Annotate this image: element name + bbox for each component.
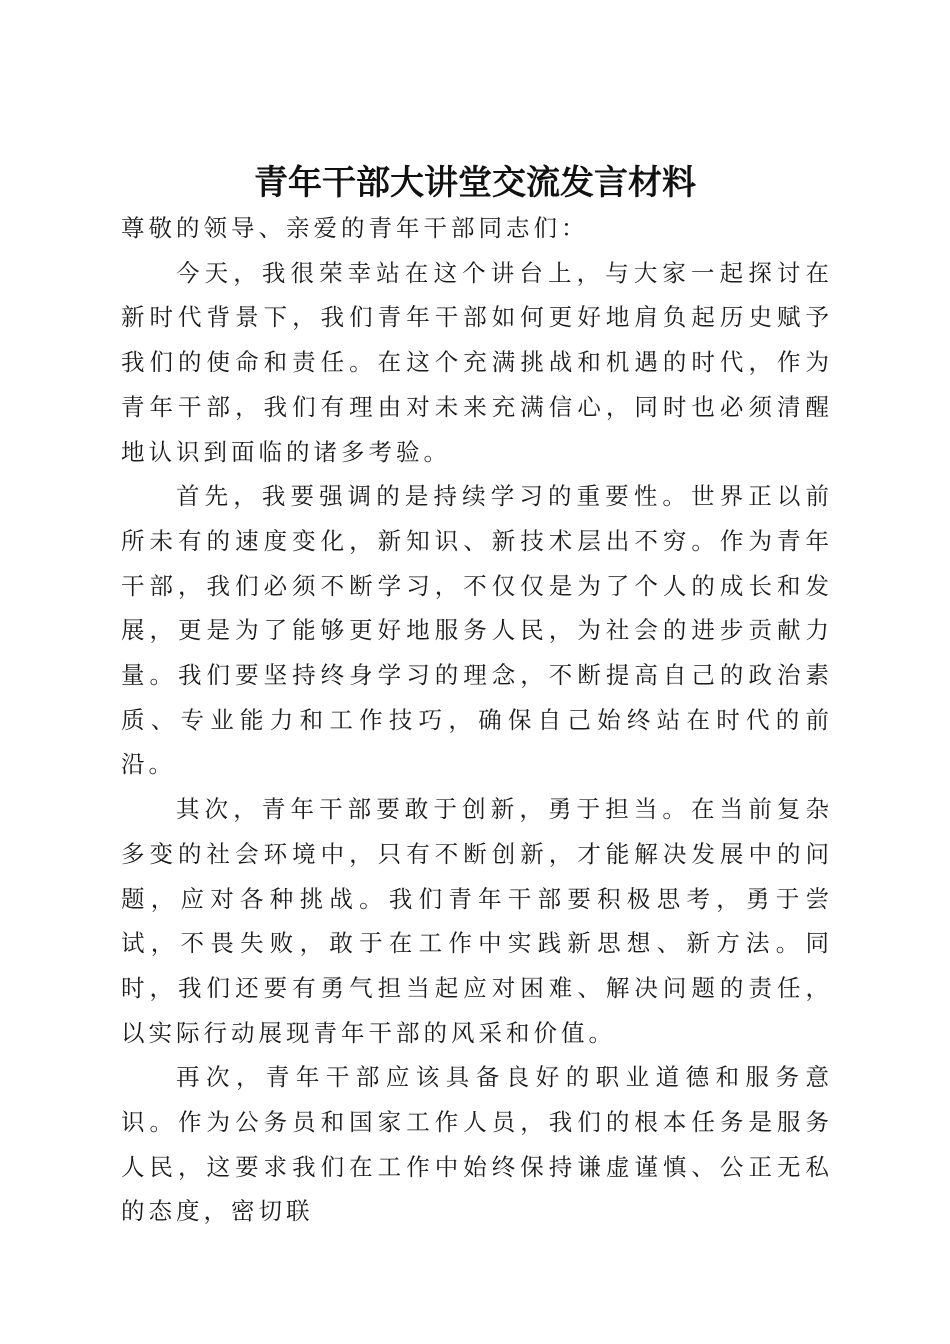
paragraph-learning: 首先，我要强调的是持续学习的重要性。世界正以前所未有的速度变化，新知识、新技术层出不穷。作为青年干部，我们必须不断学习，不仅仅是为了个人的成长和发展，更是为了能够更好地服务人民，为社会的进步贡献力量。我们要坚持终身学习的理念，不断提高自己的政治素质、专业能力和工作技巧，确保自己始终站在时代的前沿。	[121, 482, 833, 779]
document-title: 青年干部大讲堂交流发言材料	[254, 162, 696, 203]
salutation: 尊敬的领导、亲爱的青年干部同志们：	[121, 214, 589, 242]
document-body	[121, 206, 833, 1234]
paragraph-innovation: 其次，青年干部要敢于创新，勇于担当。在当前复杂多变的社会环境中，只有不断创新，才能解决发展中的问题，应对各种挑战。我们青年干部要积极思考，勇于尝试，不畏失败，敢于在工作中实践新思想、新方法。同时，我们还要有勇气担当起应对困难、解决问题的责任，以实际行动展现青年干部的风采和价值。	[121, 795, 833, 1047]
paragraph-ethics: 再次，青年干部应该具备良好的职业道德和服务意识。作为公务员和国家工作人员，我们的根本任务是服务人民，这要求我们在工作中始终保持谦虚谨慎、公正无私的态度，密切联	[121, 1063, 833, 1226]
paragraph-intro: 今天，我很荣幸站在这个讲台上，与大家一起探讨在新时代背景下，我们青年干部如何更好地肩负起历史赋予我们的使命和责任。在这个充满挑战和机遇的时代，作为青年干部，我们有理由对未来充满信心，同时也必须清醒地认识到面临的诸多考验。	[121, 258, 833, 466]
